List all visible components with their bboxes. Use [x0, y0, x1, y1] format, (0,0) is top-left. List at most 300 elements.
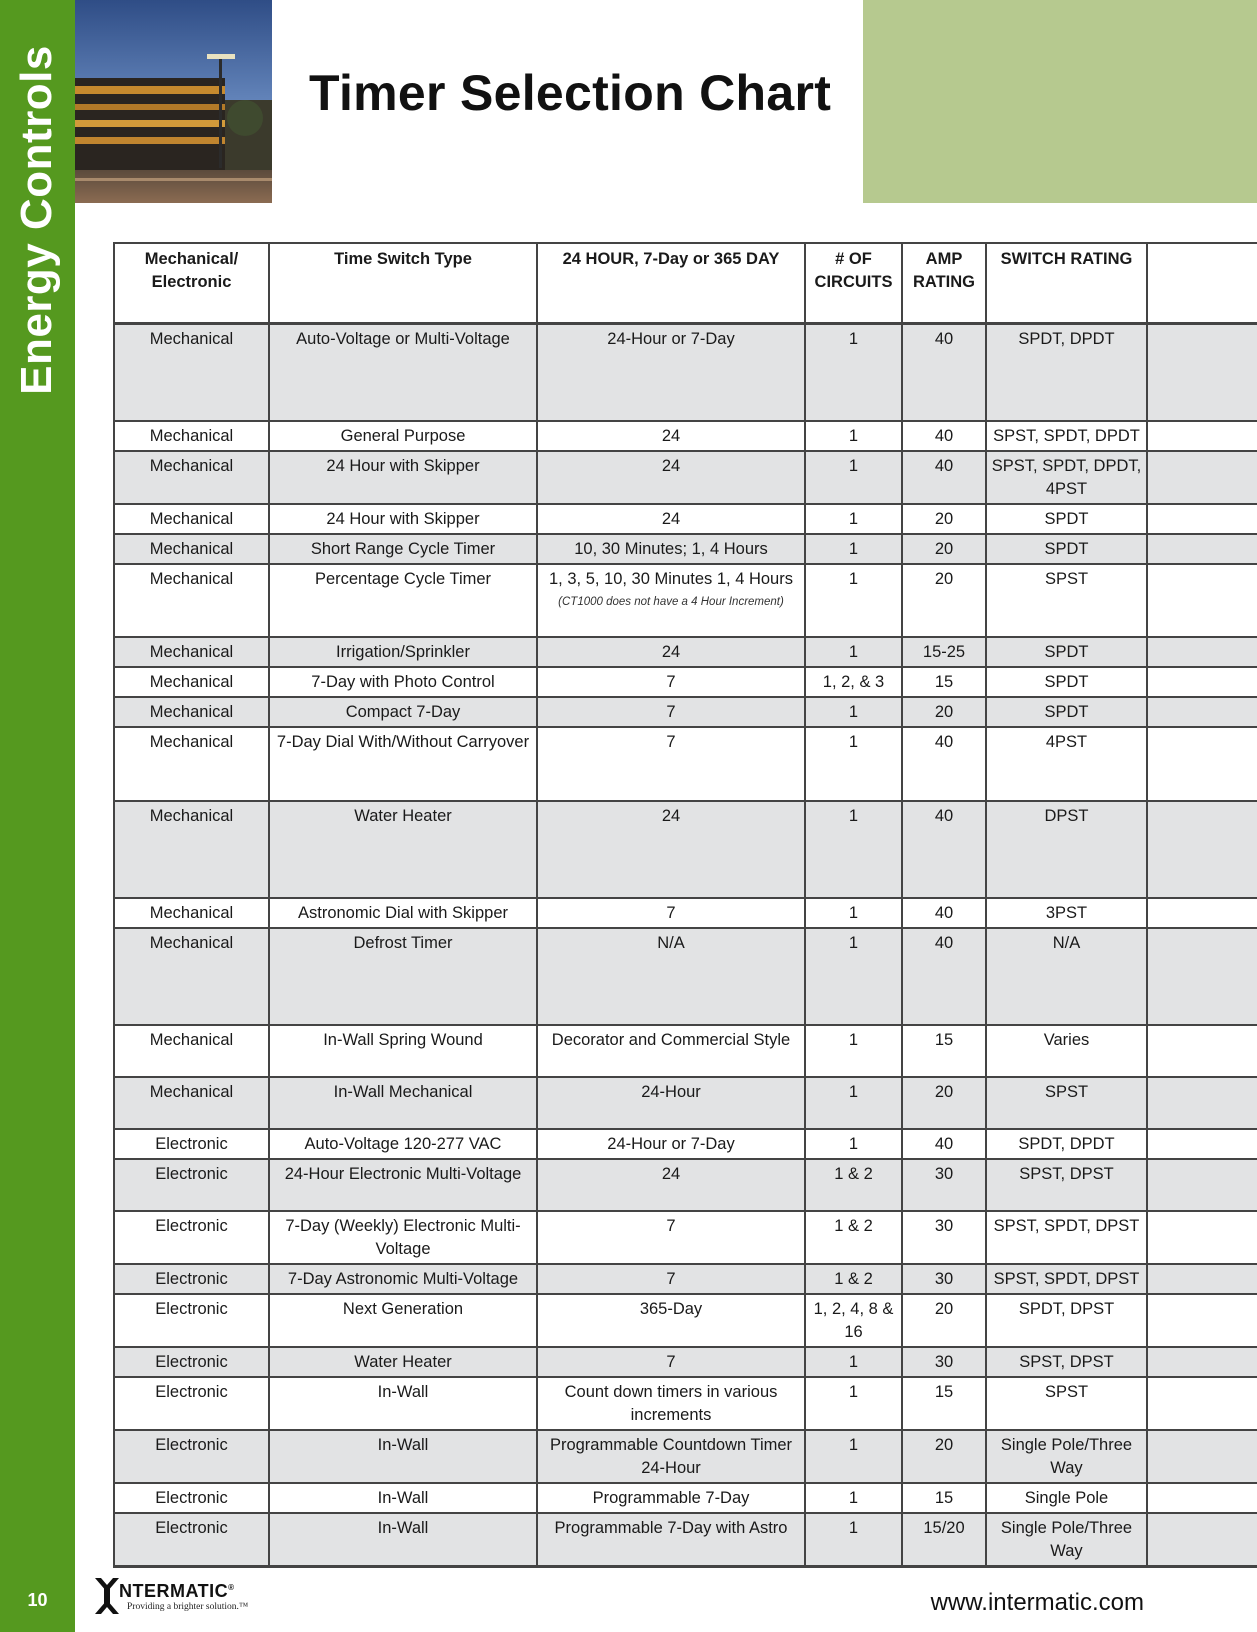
- cell-period: [537, 1264, 805, 1294]
- cell-switch-rating-text: 4PST: [1045, 732, 1088, 751]
- cell-time-switch-type: [269, 1483, 537, 1513]
- cell-switch-rating-text: SPDT: [1044, 509, 1089, 528]
- cell-switch-rating: [986, 697, 1147, 727]
- cell-time-switch-type: [269, 1211, 537, 1264]
- cell-period: [537, 324, 805, 421]
- table-row: [114, 324, 1257, 421]
- table-row: [114, 697, 1257, 727]
- page-title: Timer Selection Chart: [309, 65, 832, 121]
- cell-circuits: [805, 1483, 902, 1513]
- cell-time-switch-type-text: In-Wall Spring Wound: [323, 1030, 483, 1049]
- cell-circuits: [805, 1347, 902, 1377]
- cell-mechanical-electronic-text: Electronic: [155, 1435, 228, 1454]
- cell-time-switch-type-text: General Purpose: [340, 426, 466, 445]
- cell-switch-rating-text: Single Pole/Three Way: [1000, 1435, 1133, 1477]
- cell-mechanical-electronic: [114, 1129, 269, 1159]
- cell-mechanical-electronic: [114, 727, 269, 801]
- cell-switch-rating: [986, 928, 1147, 1025]
- cell-switch-rating-text: SPDT: [1044, 672, 1089, 691]
- cell-amp-rating: [902, 1377, 986, 1430]
- cell-circuits: [805, 697, 902, 727]
- cell-switch-rating-text: SPST, DPST: [1019, 1352, 1114, 1371]
- cell-circuits: [805, 1377, 902, 1430]
- cell-circuits-text: 1: [848, 539, 859, 558]
- cell-switch-rating: [986, 451, 1147, 504]
- building-at-dusk-photo: [75, 0, 272, 203]
- cell-amp-rating-text: 20: [934, 1435, 954, 1454]
- cell-amp-rating-text: 40: [934, 456, 954, 475]
- cell-empty: [1147, 451, 1257, 504]
- cell-switch-rating-text: SPST, SPDT, DPDT: [993, 426, 1140, 445]
- cell-time-switch-type-text: 24 Hour with Skipper: [326, 509, 480, 528]
- table-row: [114, 1377, 1257, 1430]
- cell-switch-rating: [986, 801, 1147, 898]
- cell-mechanical-electronic-text: Electronic: [155, 1488, 228, 1507]
- cell-switch-rating-text: SPST, SPDT, DPST: [993, 1216, 1140, 1235]
- intermatic-logo: [93, 1578, 253, 1618]
- cell-empty: [1147, 667, 1257, 697]
- cell-switch-rating-text: SPST, SPDT, DPST: [993, 1269, 1140, 1288]
- table-row: [114, 928, 1257, 1025]
- cell-amp-rating-text: 30: [934, 1269, 954, 1288]
- cell-period-text: 7: [666, 1216, 676, 1235]
- cell-period-text: 1, 3, 5, 10, 30 Minutes 1, 4 Hours: [549, 569, 793, 588]
- cell-mechanical-electronic-text: Mechanical: [149, 702, 234, 721]
- cell-circuits-text: 1: [848, 456, 859, 475]
- cell-amp-rating-text: 20: [934, 569, 954, 588]
- table-row: [114, 504, 1257, 534]
- cell-period-text: 24-Hour or 7-Day: [607, 330, 735, 348]
- cell-circuits-text: 1: [848, 1488, 859, 1507]
- table-row: [114, 898, 1257, 928]
- cell-empty: [1147, 1264, 1257, 1294]
- cell-circuits: [805, 324, 902, 421]
- table-row: [114, 727, 1257, 801]
- cell-switch-rating-text: Single Pole/Three Way: [1000, 1518, 1133, 1560]
- cell-period-text: 24: [661, 1164, 681, 1183]
- cell-time-switch-type-text: In-Wall: [377, 1518, 429, 1537]
- cell-time-switch-type: [269, 1377, 537, 1430]
- cell-switch-rating: [986, 421, 1147, 451]
- cell-switch-rating-text: N/A: [1052, 933, 1081, 952]
- cell-mechanical-electronic: [114, 667, 269, 697]
- cell-circuits: [805, 1129, 902, 1159]
- cell-time-switch-type-text: Auto-Voltage or Multi-Voltage: [296, 330, 510, 348]
- cell-circuits-text: 1 & 2: [834, 1164, 873, 1183]
- cell-amp-rating-text: 40: [934, 903, 954, 922]
- table-header-row: [114, 243, 1257, 324]
- cell-empty: [1147, 801, 1257, 898]
- cell-period: [537, 697, 805, 727]
- cell-time-switch-type: [269, 898, 537, 928]
- cell-circuits: [805, 1159, 902, 1211]
- table-row: [114, 451, 1257, 504]
- cell-mechanical-electronic: [114, 1430, 269, 1483]
- cell-circuits-text: 1: [848, 426, 859, 445]
- cell-mechanical-electronic: [114, 324, 269, 421]
- cell-amp-rating: [902, 534, 986, 564]
- cell-switch-rating: [986, 637, 1147, 667]
- cell-circuits-text: 1: [848, 1134, 859, 1153]
- cell-mechanical-electronic: [114, 564, 269, 637]
- cell-empty: [1147, 1377, 1257, 1430]
- cell-period-text: 7: [666, 1269, 676, 1288]
- cell-period-text: 7: [666, 672, 676, 691]
- cell-period-text: Programmable 7-Day with Astro: [554, 1518, 788, 1537]
- cell-mechanical-electronic-text: Mechanical: [149, 933, 234, 952]
- cell-circuits: [805, 801, 902, 898]
- cell-time-switch-type-text: Next Generation: [342, 1299, 464, 1318]
- cell-circuits-text: 1: [848, 642, 859, 661]
- cell-period: [537, 504, 805, 534]
- cell-time-switch-type-text: Water Heater: [354, 806, 452, 825]
- cell-mechanical-electronic-text: Electronic: [155, 1164, 228, 1183]
- cell-mechanical-electronic: [114, 421, 269, 451]
- cell-amp-rating: [902, 1025, 986, 1077]
- cell-time-switch-type-text: Irrigation/Sprinkler: [336, 642, 470, 661]
- intermatic-i-logo-icon: [93, 1578, 121, 1614]
- cell-time-switch-type: [269, 1264, 537, 1294]
- cell-switch-rating: [986, 1294, 1147, 1347]
- cell-circuits-text: 1: [848, 1082, 859, 1101]
- cell-time-switch-type: [269, 1347, 537, 1377]
- cell-switch-rating-text: SPDT, DPDT: [1018, 1134, 1115, 1153]
- cell-empty: [1147, 1483, 1257, 1513]
- cell-amp-rating-text: 40: [934, 806, 954, 825]
- cell-period-text: 7: [666, 1352, 676, 1371]
- cell-time-switch-type-text: 7-Day Astronomic Multi-Voltage: [287, 1269, 519, 1288]
- cell-empty: [1147, 727, 1257, 801]
- cell-mechanical-electronic: [114, 451, 269, 504]
- cell-amp-rating-text: 40: [934, 1134, 954, 1153]
- cell-switch-rating-text: SPDT, DPDT: [1018, 330, 1115, 348]
- cell-period: [537, 1211, 805, 1264]
- cell-circuits: [805, 1294, 902, 1347]
- cell-note: (CT1000 does not have a 4 Hour Increment): [558, 595, 784, 608]
- table-row: [114, 1211, 1257, 1264]
- cell-time-switch-type-text: 24 Hour with Skipper: [326, 456, 480, 475]
- cell-period: [537, 1025, 805, 1077]
- cell-amp-rating: [902, 898, 986, 928]
- cell-amp-rating: [902, 324, 986, 421]
- cell-amp-rating-text: 30: [934, 1216, 954, 1235]
- cell-empty: [1147, 637, 1257, 667]
- cell-circuits-text: 1, 2, & 3: [822, 672, 885, 691]
- cell-mechanical-electronic: [114, 1483, 269, 1513]
- cell-period-text: 7: [666, 702, 676, 721]
- cell-amp-rating-text: 15-25: [922, 642, 966, 661]
- cell-mechanical-electronic: [114, 1211, 269, 1264]
- cell-amp-rating: [902, 1294, 986, 1347]
- cell-amp-rating-text: 15: [934, 1382, 954, 1401]
- table-row: [114, 1077, 1257, 1129]
- table-row: [114, 1513, 1257, 1567]
- table-body: [114, 324, 1257, 1567]
- cell-period-text: Count down timers in various increments: [564, 1382, 778, 1424]
- cell-switch-rating: [986, 667, 1147, 697]
- cell-period-text: 24-Hour: [641, 1082, 701, 1101]
- cell-circuits: [805, 564, 902, 637]
- cell-period: [537, 1294, 805, 1347]
- cell-time-switch-type: [269, 1430, 537, 1483]
- cell-amp-rating: [902, 1347, 986, 1377]
- cell-switch-rating-text: 3PST: [1045, 903, 1088, 922]
- column-header: Mechanical/ Electronic: [114, 243, 269, 324]
- cell-circuits-text: 1 & 2: [834, 1216, 873, 1235]
- cell-empty: [1147, 1129, 1257, 1159]
- cell-circuits-text: 1: [848, 1352, 859, 1371]
- cell-circuits: [805, 534, 902, 564]
- cell-period-text: 7: [666, 732, 676, 751]
- cell-empty: [1147, 1211, 1257, 1264]
- cell-circuits: [805, 1513, 902, 1567]
- cell-mechanical-electronic: [114, 504, 269, 534]
- cell-time-switch-type: [269, 504, 537, 534]
- cell-switch-rating: [986, 1430, 1147, 1483]
- cell-time-switch-type-text: 24-Hour Electronic Multi-Voltage: [284, 1164, 522, 1183]
- cell-switch-rating-text: SPST: [1044, 1382, 1089, 1401]
- cell-mechanical-electronic: [114, 534, 269, 564]
- cell-time-switch-type-text: Short Range Cycle Timer: [310, 539, 496, 558]
- cell-amp-rating: [902, 637, 986, 667]
- cell-period: [537, 1347, 805, 1377]
- cell-circuits-text: 1 & 2: [834, 1269, 873, 1288]
- cell-mechanical-electronic: [114, 637, 269, 667]
- cell-empty: [1147, 898, 1257, 928]
- cell-period-text: 24: [661, 509, 681, 528]
- cell-circuits: [805, 898, 902, 928]
- cell-circuits: [805, 1211, 902, 1264]
- cell-mechanical-electronic-text: Mechanical: [149, 672, 234, 691]
- cell-circuits-text: 1: [848, 1382, 859, 1401]
- cell-mechanical-electronic-text: Electronic: [155, 1216, 228, 1235]
- cell-time-switch-type: [269, 697, 537, 727]
- cell-switch-rating: [986, 504, 1147, 534]
- cell-mechanical-electronic-text: Mechanical: [149, 330, 234, 348]
- cell-amp-rating-text: 20: [934, 702, 954, 721]
- table-row: [114, 421, 1257, 451]
- cell-mechanical-electronic-text: Mechanical: [149, 1082, 234, 1101]
- cell-amp-rating: [902, 1159, 986, 1211]
- cell-time-switch-type-text: 7-Day (Weekly) Electronic Multi-Voltage: [285, 1216, 521, 1258]
- cell-period: [537, 727, 805, 801]
- cell-circuits-text: 1: [848, 933, 859, 952]
- cell-switch-rating: [986, 1347, 1147, 1377]
- cell-time-switch-type-text: Astronomic Dial with Skipper: [298, 903, 508, 922]
- cell-amp-rating: [902, 451, 986, 504]
- cell-mechanical-electronic: [114, 1025, 269, 1077]
- cell-amp-rating-text: 40: [934, 732, 954, 751]
- cell-empty: [1147, 1430, 1257, 1483]
- cell-mechanical-electronic: [114, 697, 269, 727]
- cell-mechanical-electronic-text: Mechanical: [149, 1030, 234, 1049]
- cell-mechanical-electronic-text: Mechanical: [149, 569, 234, 588]
- cell-circuits-text: 1: [848, 569, 859, 588]
- cell-circuits: [805, 504, 902, 534]
- cell-mechanical-electronic-text: Mechanical: [149, 732, 234, 751]
- cell-period-text: 24-Hour or 7-Day: [607, 1134, 735, 1153]
- cell-time-switch-type-text: 7-Day with Photo Control: [311, 672, 495, 691]
- column-header-empty: [1147, 243, 1257, 324]
- photo-illustration: [75, 0, 272, 203]
- logo-trademark: ®: [228, 1583, 235, 1592]
- cell-mechanical-electronic-text: Mechanical: [149, 539, 234, 558]
- cell-period: [537, 451, 805, 504]
- cell-period: [537, 421, 805, 451]
- cell-circuits-text: 1: [848, 1030, 859, 1049]
- cell-switch-rating: [986, 1129, 1147, 1159]
- cell-switch-rating-text: SPST, DPST: [1019, 1164, 1114, 1183]
- cell-time-switch-type-text: In-Wall: [377, 1435, 429, 1454]
- cell-amp-rating-text: 30: [934, 1352, 954, 1371]
- column-header: AMP RATING: [902, 243, 986, 324]
- cell-time-switch-type: [269, 421, 537, 451]
- cell-period: [537, 1159, 805, 1211]
- cell-amp-rating: [902, 1264, 986, 1294]
- cell-switch-rating: [986, 1025, 1147, 1077]
- table-row: [114, 667, 1257, 697]
- cell-empty: [1147, 1513, 1257, 1567]
- table-row: [114, 1294, 1257, 1347]
- cell-mechanical-electronic-text: Electronic: [155, 1134, 228, 1153]
- cell-time-switch-type: [269, 637, 537, 667]
- cell-time-switch-type: [269, 801, 537, 898]
- cell-time-switch-type-text: Percentage Cycle Timer: [314, 569, 492, 588]
- cell-switch-rating: [986, 1377, 1147, 1430]
- cell-empty: [1147, 534, 1257, 564]
- cell-time-switch-type: [269, 564, 537, 637]
- cell-time-switch-type-text: In-Wall Mechanical: [333, 1082, 473, 1101]
- cell-time-switch-type: [269, 451, 537, 504]
- cell-amp-rating-text: 30: [934, 1164, 954, 1183]
- cell-mechanical-electronic-text: Mechanical: [149, 426, 234, 445]
- cell-time-switch-type: [269, 1025, 537, 1077]
- cell-period: [537, 801, 805, 898]
- cell-mechanical-electronic: [114, 1159, 269, 1211]
- column-header: SWITCH RATING: [986, 243, 1147, 324]
- cell-time-switch-type: [269, 727, 537, 801]
- cell-mechanical-electronic-text: Mechanical: [149, 456, 234, 475]
- cell-period-text: 24: [661, 456, 681, 475]
- column-header: 24 HOUR, 7-Day or 365 DAY: [537, 243, 805, 324]
- website-url: www.intermatic.com: [930, 1589, 1144, 1616]
- cell-mechanical-electronic: [114, 1294, 269, 1347]
- cell-empty: [1147, 1159, 1257, 1211]
- cell-amp-rating-text: 15: [934, 1030, 954, 1049]
- cell-time-switch-type: [269, 1077, 537, 1129]
- cell-switch-rating-text: DPST: [1044, 806, 1089, 825]
- cell-circuits: [805, 1264, 902, 1294]
- cell-empty: [1147, 1077, 1257, 1129]
- cell-time-switch-type-text: In-Wall: [377, 1382, 429, 1401]
- cell-empty: [1147, 697, 1257, 727]
- cell-mechanical-electronic-text: Electronic: [155, 1299, 228, 1318]
- cell-period: [537, 564, 805, 637]
- cell-time-switch-type-text: In-Wall: [377, 1488, 429, 1507]
- cell-time-switch-type: [269, 1159, 537, 1211]
- cell-mechanical-electronic-text: Mechanical: [149, 509, 234, 528]
- table-row: [114, 801, 1257, 898]
- cell-switch-rating: [986, 1159, 1147, 1211]
- cell-amp-rating: [902, 801, 986, 898]
- cell-switch-rating: [986, 1483, 1147, 1513]
- cell-mechanical-electronic: [114, 928, 269, 1025]
- cell-switch-rating: [986, 1211, 1147, 1264]
- cell-amp-rating-text: 40: [934, 426, 954, 445]
- cell-amp-rating-text: 15: [934, 1488, 954, 1507]
- cell-amp-rating: [902, 727, 986, 801]
- table-row: [114, 1264, 1257, 1294]
- cell-switch-rating-text: SPDT: [1044, 539, 1089, 558]
- cell-amp-rating: [902, 1483, 986, 1513]
- cell-time-switch-type: [269, 1294, 537, 1347]
- cell-switch-rating-text: SPST, SPDT, DPDT, 4PST: [991, 456, 1142, 498]
- table-row: [114, 564, 1257, 637]
- cell-mechanical-electronic: [114, 1077, 269, 1129]
- cell-mechanical-electronic-text: Electronic: [155, 1269, 228, 1288]
- cell-circuits-text: 1: [848, 330, 859, 348]
- cell-switch-rating-text: SPDT: [1044, 702, 1089, 721]
- table-row: [114, 1159, 1257, 1211]
- cell-mechanical-electronic-text: Electronic: [155, 1382, 228, 1401]
- cell-circuits-text: 1: [848, 702, 859, 721]
- cell-mechanical-electronic-text: Electronic: [155, 1518, 228, 1537]
- cell-period-text: Programmable Countdown Timer 24-Hour: [549, 1435, 793, 1477]
- table-row: [114, 534, 1257, 564]
- cell-switch-rating: [986, 534, 1147, 564]
- cell-period-text: Programmable 7-Day: [592, 1488, 750, 1507]
- cell-amp-rating: [902, 667, 986, 697]
- cell-period: [537, 928, 805, 1025]
- cell-mechanical-electronic-text: Mechanical: [149, 642, 234, 661]
- cell-time-switch-type: [269, 534, 537, 564]
- cell-empty: [1147, 1025, 1257, 1077]
- cell-circuits-text: 1: [848, 806, 859, 825]
- cell-circuits-text: 1, 2, 4, 8 & 16: [813, 1299, 894, 1341]
- cell-switch-rating: [986, 324, 1147, 421]
- cell-time-switch-type: [269, 324, 537, 421]
- cell-amp-rating-text: 20: [934, 1082, 954, 1101]
- cell-period-text: 24: [661, 806, 681, 825]
- cell-mechanical-electronic: [114, 1264, 269, 1294]
- cell-circuits: [805, 727, 902, 801]
- cell-mechanical-electronic-text: Mechanical: [149, 903, 234, 922]
- cell-empty: [1147, 928, 1257, 1025]
- cell-time-switch-type-text: 7-Day Dial With/Without Carryover: [276, 732, 530, 751]
- cell-period-text: N/A: [657, 933, 685, 952]
- cell-circuits-text: 1: [848, 1435, 859, 1454]
- cell-time-switch-type-text: Water Heater: [354, 1352, 452, 1371]
- cell-amp-rating: [902, 504, 986, 534]
- section-title-text: Energy Controls: [12, 45, 61, 395]
- cell-circuits: [805, 1077, 902, 1129]
- cell-amp-rating: [902, 697, 986, 727]
- table-row: [114, 1430, 1257, 1483]
- cell-amp-rating: [902, 564, 986, 637]
- cell-switch-rating: [986, 1077, 1147, 1129]
- cell-circuits: [805, 928, 902, 1025]
- cell-period-text: Decorator and Commercial Style: [551, 1030, 791, 1049]
- cell-circuits-text: 1: [848, 1518, 859, 1537]
- cell-mechanical-electronic-text: Electronic: [155, 1352, 228, 1371]
- cell-period: [537, 1430, 805, 1483]
- cell-period: [537, 667, 805, 697]
- cell-amp-rating: [902, 928, 986, 1025]
- cell-amp-rating: [902, 1211, 986, 1264]
- logo-wordmark: NTERMATIC: [119, 1581, 229, 1601]
- cell-time-switch-type-text: Defrost Timer: [353, 933, 453, 952]
- cell-switch-rating: [986, 727, 1147, 801]
